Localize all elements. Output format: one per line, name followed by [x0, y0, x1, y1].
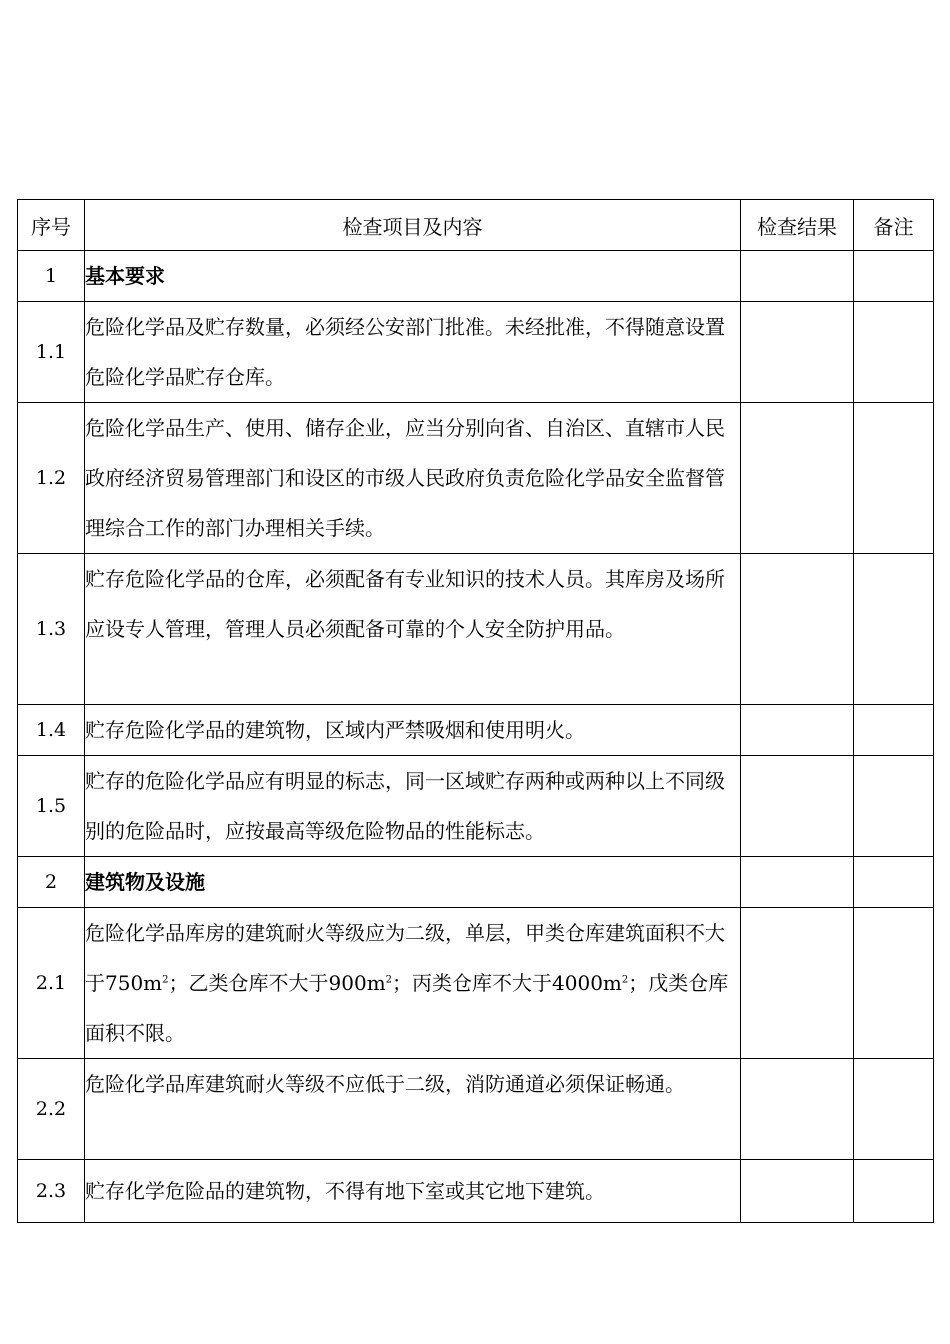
result-cell[interactable] — [741, 908, 854, 1059]
table-row — [18, 705, 934, 756]
superscript: 2 — [162, 974, 169, 986]
section-title: 建筑物及设施 — [85, 857, 741, 908]
section-title: 基本要求 — [85, 251, 741, 302]
table-row — [18, 251, 934, 302]
row-number: 1.3 — [18, 554, 85, 705]
item-content: 危险化学品库建筑耐火等级不应低于二级，消防通道必须保证畅通。 — [85, 1059, 741, 1160]
header-note: 备注 — [854, 200, 934, 251]
item-content: 贮存化学危险品的建筑物，不得有地下室或其它地下建筑。 — [85, 1160, 741, 1223]
item-content: 贮存的危险化学品应有明显的标志，同一区域贮存两种或两种以上不同级别的危险品时，应按最高等级危险物品的性能标志。 — [85, 756, 741, 857]
row-number: 1.5 — [18, 756, 85, 857]
inspection-checklist-table — [17, 199, 934, 1223]
result-cell[interactable] — [741, 705, 854, 756]
table-row — [18, 1059, 934, 1160]
row-number: 1.4 — [18, 705, 85, 756]
row-number: 2 — [18, 857, 85, 908]
row-number: 2.2 — [18, 1059, 85, 1160]
note-cell[interactable] — [854, 554, 934, 705]
note-cell[interactable] — [854, 908, 934, 1059]
item-content: 贮存危险化学品的仓库，必须配备有专业知识的技术人员。其库房及场所应设专人管理，管理人员必须配备可靠的个人安全防护用品。 — [85, 554, 741, 705]
row-number: 1.2 — [18, 403, 85, 554]
note-cell[interactable] — [854, 756, 934, 857]
result-cell[interactable] — [741, 857, 854, 908]
item-content — [85, 908, 741, 1059]
result-cell[interactable] — [741, 1059, 854, 1160]
item-text-part: 危险化学品库房的建筑耐火等级应为二级，单层，甲类仓库建筑面积不大于750m — [85, 921, 725, 995]
item-text-part: ；乙类仓库不大于900m — [168, 971, 386, 995]
note-cell[interactable] — [854, 857, 934, 908]
note-cell[interactable] — [854, 302, 934, 403]
note-cell[interactable] — [854, 705, 934, 756]
superscript: 2 — [385, 974, 393, 986]
note-cell[interactable] — [854, 403, 934, 554]
header-content: 检查项目及内容 — [85, 200, 741, 251]
header-result: 检查结果 — [741, 200, 854, 251]
item-content: 危险化学品及贮存数量，必须经公安部门批准。未经批准，不得随意设置危险化学品贮存仓库。 — [85, 302, 741, 403]
table-row — [18, 857, 934, 908]
row-number: 2.1 — [18, 908, 85, 1059]
note-cell[interactable] — [854, 1160, 934, 1223]
item-text-part: ；戊类仓库面积不限。 — [85, 971, 729, 1045]
result-cell[interactable] — [741, 302, 854, 403]
table-row — [18, 403, 934, 554]
result-cell[interactable] — [741, 554, 854, 705]
table-row — [18, 908, 934, 1059]
table-row — [18, 554, 934, 705]
header-no: 序号 — [18, 200, 85, 251]
superscript: 2 — [621, 974, 629, 986]
table-row — [18, 302, 934, 403]
row-number: 1.1 — [18, 302, 85, 403]
result-cell[interactable] — [741, 1160, 854, 1223]
row-number: 1 — [18, 251, 85, 302]
result-cell[interactable] — [741, 756, 854, 857]
item-text-part: ；丙类仓库不大于4000m — [392, 971, 622, 995]
result-cell[interactable] — [741, 251, 854, 302]
item-content: 危险化学品生产、使用、储存企业，应当分别向省、自治区、直辖市人民政府经济贸易管理部门和设区的市级人民政府负责危险化学品安全监督管理综合工作的部门办理相关手续。 — [85, 403, 741, 554]
result-cell[interactable] — [741, 403, 854, 554]
note-cell[interactable] — [854, 1059, 934, 1160]
note-cell[interactable] — [854, 251, 934, 302]
table-header-row — [18, 200, 934, 251]
table-row — [18, 756, 934, 857]
row-number: 2.3 — [18, 1160, 85, 1223]
table-row — [18, 1160, 934, 1223]
item-content: 贮存危险化学品的建筑物，区域内严禁吸烟和使用明火。 — [85, 705, 741, 756]
